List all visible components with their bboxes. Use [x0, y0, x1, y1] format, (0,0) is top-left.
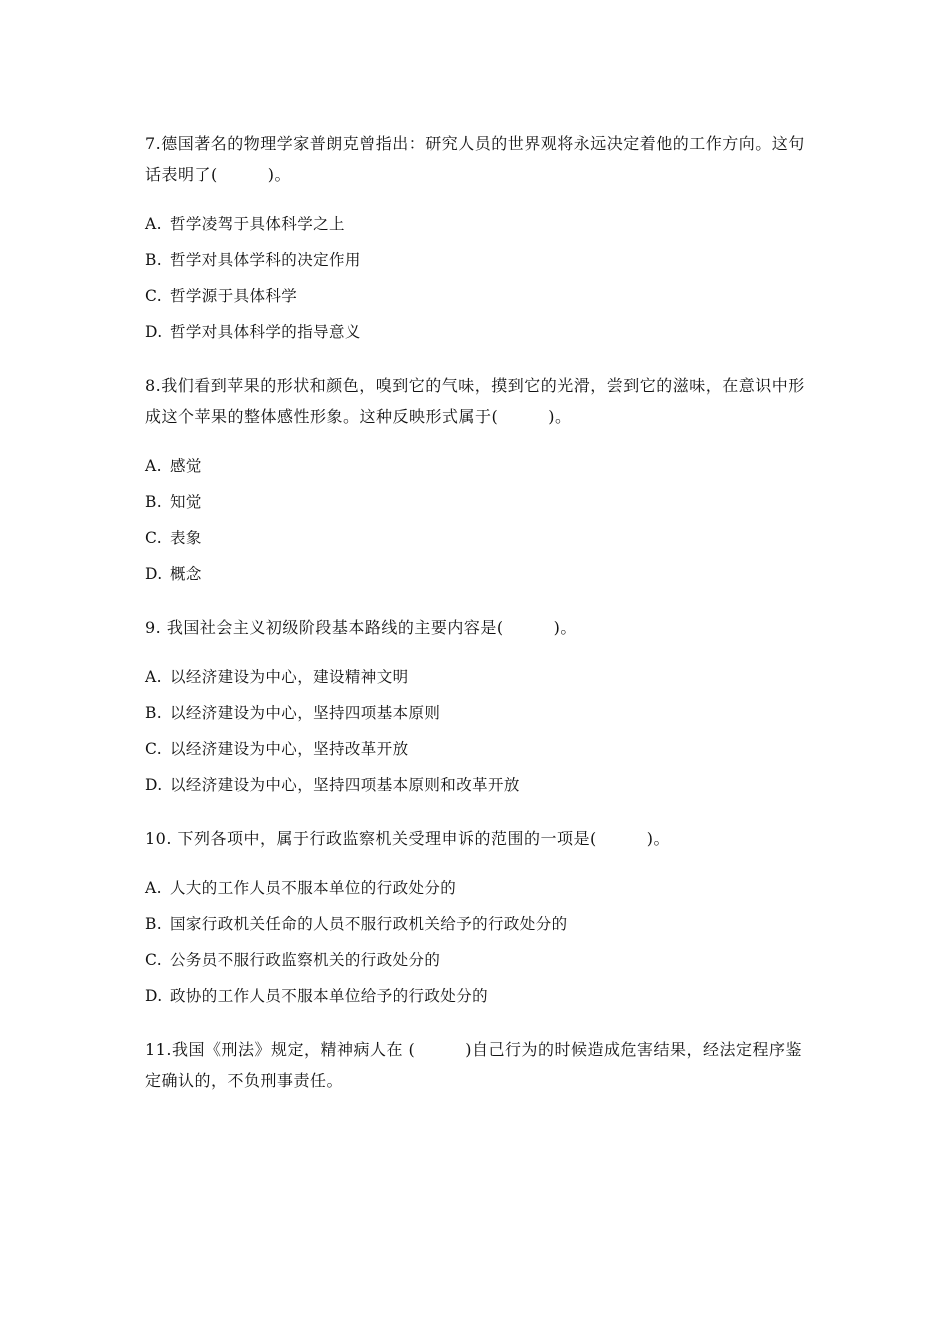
option-b: B. 哲学对具体学科的决定作用 [145, 251, 361, 269]
question-9 [145, 612, 815, 803]
option-c: C. 哲学源于具体科学 [145, 287, 298, 305]
question-stem: 7.德国著名的物理学家普朗克曾指出：研究人员的世界观将永远决定着他的工作方向。这句话表明了( )。 [145, 134, 805, 184]
question-stem: 11.我国《刑法》规定，精神病人在 ( )自己行为的时候造成危害结果，经法定程序鉴定确认的，不负刑事责任。 [145, 1040, 803, 1090]
option-b: B. 以经济建设为中心，坚持四项基本原则 [145, 704, 441, 722]
exam-page [145, 128, 815, 1116]
question-stem: 8.我们看到苹果的形状和颜色，嗅到它的气味，摸到它的光滑，尝到它的滋味，在意识中形成这个苹果的整体感性形象。这种反映形式属于( )。 [145, 376, 805, 426]
option-d: D. 概念 [145, 565, 202, 583]
option-b: B. 国家行政机关任命的人员不服行政机关给予的行政处分的 [145, 915, 568, 933]
question-7 [145, 128, 815, 350]
option-d: D. 以经济建设为中心，坚持四项基本原则和改革开放 [145, 776, 520, 794]
question-11 [145, 1034, 815, 1096]
option-d: D. 政协的工作人员不服本单位给予的行政处分的 [145, 987, 489, 1005]
option-a: A. 哲学凌驾于具体科学之上 [145, 215, 345, 233]
option-a: A. 以经济建设为中心，建设精神文明 [145, 668, 409, 686]
options-list [145, 206, 815, 350]
option-c: C. 以经济建设为中心，坚持改革开放 [145, 740, 409, 758]
option-d: D. 哲学对具体科学的指导意义 [145, 323, 361, 341]
option-c: C. 表象 [145, 529, 202, 547]
option-a: A. 人大的工作人员不服本单位的行政处分的 [145, 879, 457, 897]
option-c: C. 公务员不服行政监察机关的行政处分的 [145, 951, 441, 969]
question-stem: 10. 下列各项中，属于行政监察机关受理申诉的范围的一项是( )。 [145, 829, 671, 848]
question-stem: 9. 我国社会主义初级阶段基本路线的主要内容是( )。 [145, 618, 577, 637]
options-list [145, 659, 815, 803]
question-8 [145, 370, 815, 592]
option-b: B. 知觉 [145, 493, 202, 511]
options-list [145, 870, 815, 1014]
options-list [145, 448, 815, 592]
question-10 [145, 823, 815, 1014]
option-a: A. 感觉 [145, 457, 202, 475]
